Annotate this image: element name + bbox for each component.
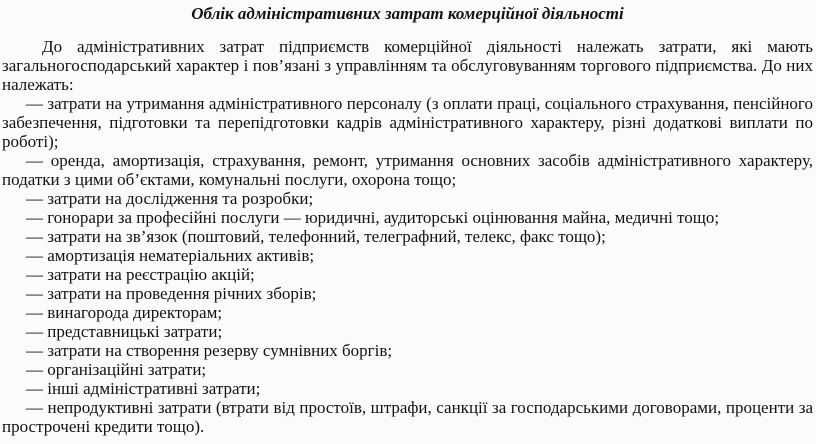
list-item: — представницькі затрати;	[26, 322, 223, 341]
list-item: — затрати на реєстрацію акцій;	[26, 265, 255, 284]
page-title: Облік адміністративних затрат комерційної діяльності	[191, 4, 624, 23]
intro-paragraph: До адміністративних затрат підприємств комерційної діяльності належать затрати, які мають загальногосподарський характер і пов’язані з управлінням та обслуговуванням торгового підприємства. До них належать:	[2, 37, 813, 94]
list-item: — винагорода директорам;	[26, 303, 223, 322]
list-item: — затрати на створення резерву сумнівних боргів;	[26, 341, 393, 360]
list-item: — затрати на проведення річних зборів;	[26, 284, 317, 303]
list-item: — гонорари за професійні послуги — юридичні, аудиторські оцінювання майна, медичні тощо;	[26, 208, 720, 227]
list-item: — інші адміністративні затрати;	[26, 379, 261, 398]
list-item: — амортизація нематеріальних активів;	[26, 246, 315, 265]
list-item: — організаційні затрати;	[26, 360, 207, 379]
cost-list	[2, 94, 813, 436]
list-item: — оренда, амортизація, страхування, ремонт, утримання основних засобів адміністративного характеру, податки з цими об’єктами, комунальні послуги, охорона тощо;	[2, 151, 813, 189]
list-item: — затрати на дослідження та розробки;	[26, 189, 314, 208]
list-item: — затрати на зв’язок (поштовий, телефонний, телеграфний, телекс, факс тощо);	[26, 227, 606, 246]
list-item: — затрати на утримання адміністративного персоналу (з оплати праці, соціального страхування, пенсійного забезпечення, підготовки та перепідготовки кадрів адміністративного характеру, різні додаткові виплати по роботі);	[2, 94, 813, 151]
list-item: — непродуктивні затрати (втрати від простоїв, штрафи, санкції за господарськими договорами, проценти за прострочені кредити тощо).	[2, 398, 813, 436]
